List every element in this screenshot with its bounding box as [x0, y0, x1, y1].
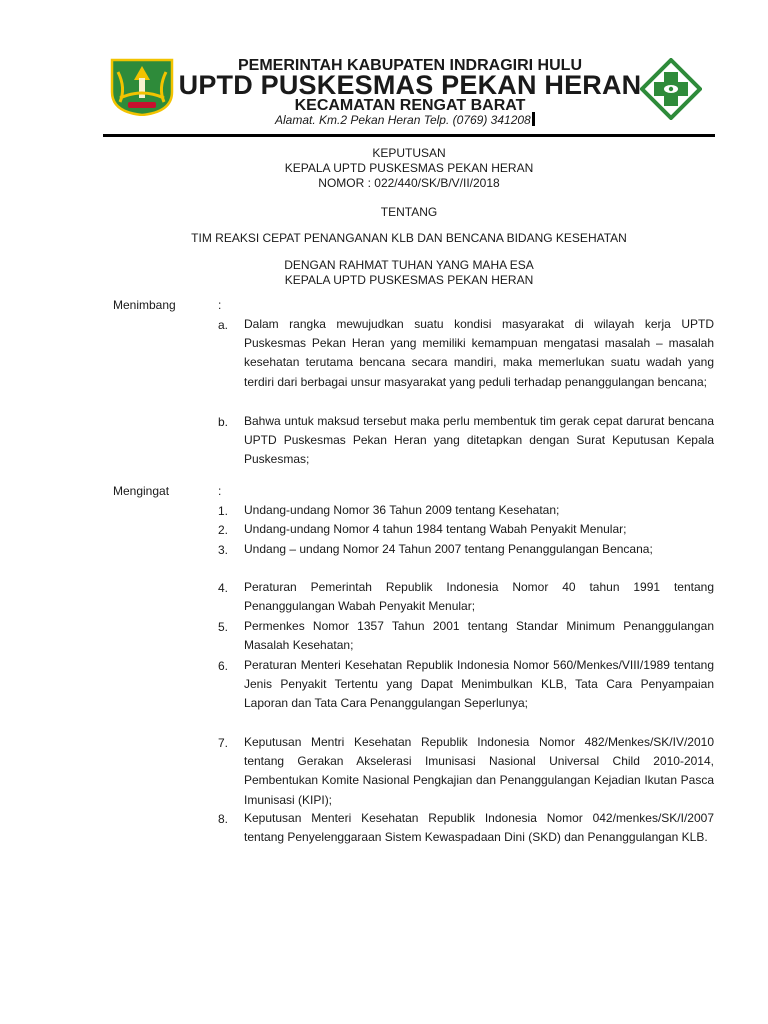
- item-marker: 8.: [218, 812, 229, 826]
- decision-issuer: KEPALA UPTD PUSKESMAS PEKAN HERAN: [284, 161, 534, 175]
- item-marker: 2.: [218, 523, 229, 537]
- mengingat-label: Mengingat: [113, 484, 170, 498]
- item-marker: 4.: [218, 581, 229, 595]
- menimbang-label: Menimbang: [113, 298, 176, 312]
- decision-heading: KEPUTUSAN: [372, 146, 446, 160]
- text-cursor: [532, 112, 535, 126]
- item-marker: b.: [218, 415, 229, 429]
- item-text: Undang-undang Nomor 36 Tahun 2009 tentang Kesehatan;: [244, 503, 560, 517]
- item-marker: 5.: [218, 620, 229, 634]
- decision-subject: TIM REAKSI CEPAT PENANGANAN KLB DAN BENCANA BIDANG KESEHATAN: [191, 231, 627, 245]
- item-text: Undang – undang Nomor 24 Tahun 2007 tentang Penanggulangan Bencana;: [244, 542, 653, 556]
- letterhead-district: KECAMATAN RENGAT BARAT: [294, 97, 526, 114]
- item-marker: 7.: [218, 736, 229, 750]
- item-text: Dalam rangka mewujudkan suatu kondisi masyarakat di wilayah kerja UPTD Puskesmas Pekan Heran yang memiliki kemampuan mengatasi masalah – masalah kesehatan terutama bencana secara mandiri, maka memerlukan suatu wadah yang terdiri dari berbagai unsur masyarakat yang peduli terhadap penanggulangan bencana;: [244, 317, 714, 389]
- item-text: Peraturan Menteri Kesehatan Republik Indonesia Nomor 560/Menkes/VIII/1989 tentang Jenis Penyakit Tertentu yang Dapat Menimbulkan KLB, Tata Cara Penyampaian Laporan dan Tata Cara Penanggulangan Seperlunya;: [244, 658, 714, 711]
- item-text: Peraturan Pemerintah Republik Indonesia Nomor 40 tahun 1991 tentang Penanggulangan Wabah Penyakit Menular;: [244, 580, 714, 614]
- item-marker: 1.: [218, 504, 229, 518]
- about-heading: TENTANG: [380, 205, 438, 219]
- letterhead-address: [275, 112, 535, 127]
- item-marker: 3.: [218, 543, 229, 557]
- address-text: Alamat. Km.2 Pekan Heran Telp. (0769) 341208: [275, 113, 531, 127]
- letterhead-institution: UPTD PUSKESMAS PEKAN HERAN: [178, 70, 642, 100]
- kabupaten-emblem-icon: [110, 58, 174, 116]
- letterhead-divider: [103, 134, 715, 137]
- puskesmas-logo-icon: [640, 58, 702, 120]
- item-text: Undang-undang Nomor 4 tahun 1984 tentang Wabah Penyakit Menular;: [244, 522, 627, 536]
- item-text: Keputusan Mentri Kesehatan Republik Indonesia Nomor 482/Menkes/SK/IV/2010 tentang Gerakan Akselerasi Imunisasi Nasional Universal Child 2010-2014, Pembentukan Komite Nasional Pengkajian dan Penanggulangan Kejadian Ikutan Pasca Imunisasi (KIPI);: [244, 735, 714, 807]
- letterhead-government: PEMERINTAH KABUPATEN INDRAGIRI HULU: [238, 57, 582, 74]
- menimbang-colon: :: [218, 298, 222, 312]
- letterhead: [0, 0, 768, 140]
- item-marker: a.: [218, 318, 229, 332]
- item-marker: 6.: [218, 659, 229, 673]
- item-text: Permenkes Nomor 1357 Tahun 2001 tentang Standar Minimum Penanggulangan Masalah Kesehatan;: [244, 619, 714, 653]
- mengingat-colon: :: [218, 484, 222, 498]
- decision-number: NOMOR : 022/440/SK/B/V/II/2018: [318, 176, 500, 190]
- item-text: Keputusan Menteri Kesehatan Republik Indonesia Nomor 042/menkes/SK/I/2007 tentang Penyelenggaraan Sistem Kewaspadaan Dini (SKD) dan Penanggulangan KLB.: [244, 811, 714, 845]
- item-text: Bahwa untuk maksud tersebut maka perlu membentuk tim gerak cepat darurat bencana UPTD Puskesmas Pekan Heran yang ditetapkan dengan Surat Keputusan Kepala Puskesmas;: [244, 414, 714, 467]
- blessing-line: DENGAN RAHMAT TUHAN YANG MAHA ESA: [284, 258, 534, 272]
- issuer-line: KEPALA UPTD PUSKESMAS PEKAN HERAN: [284, 273, 534, 287]
